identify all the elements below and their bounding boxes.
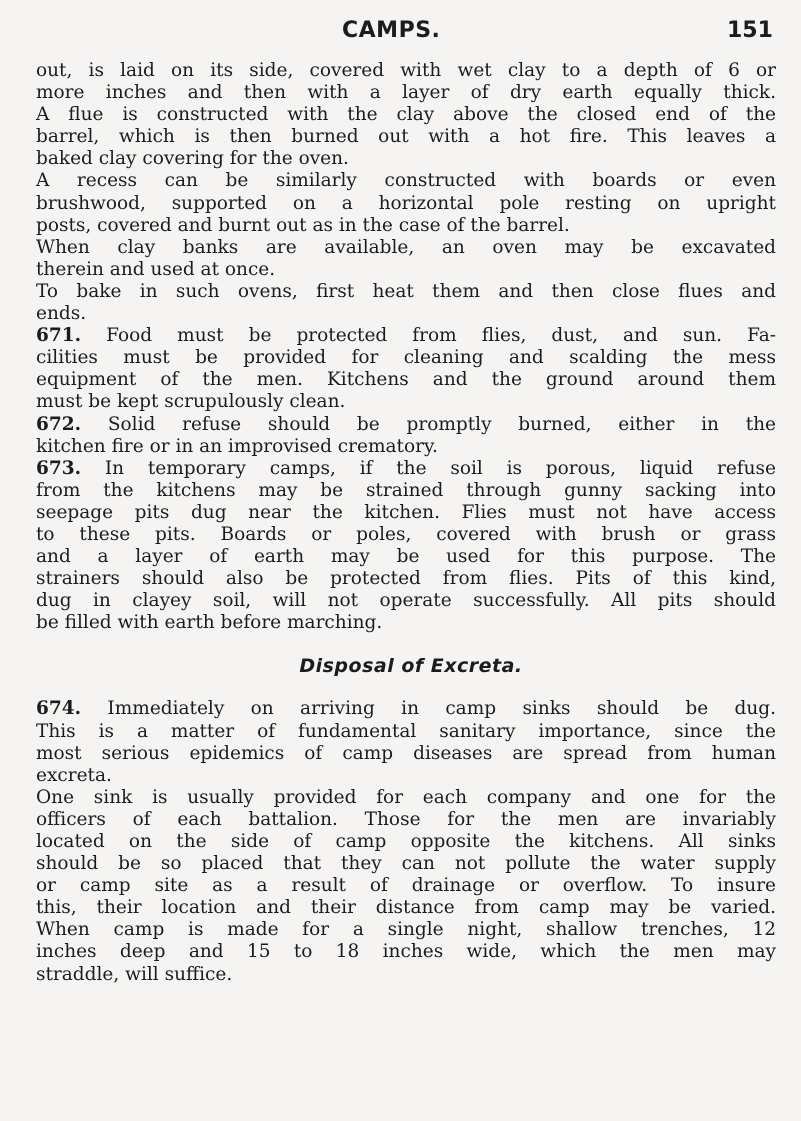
text-line: equipment of the men. Kitchens and the ground around them xyxy=(36,369,776,391)
text-line: to these pits. Boards or poles, covered with brush or grass xyxy=(36,523,776,545)
text-line: straddle, will suffice. xyxy=(36,963,233,985)
paragraph-number: 671. xyxy=(36,325,82,347)
text-line: located on the side of camp opposite the kitchens. All sinks xyxy=(36,831,776,852)
text-line: or camp site as a result of drainage or overflow. To insure xyxy=(36,875,776,897)
text-line: Food must be protected from flies, dust, and sun. Fa- xyxy=(106,325,776,347)
paragraph-674-first-line xyxy=(36,698,776,720)
body-text xyxy=(36,60,776,986)
text-line: kitchen fire or in an improvised crematory. xyxy=(36,435,438,457)
text-line: from the kitchens may be strained through gunny sacking into xyxy=(36,479,776,501)
spacer xyxy=(36,634,776,654)
text-line: barrel, which is then burned out with a hot fire. This leaves a xyxy=(36,126,776,148)
text-line: A flue is constructed with the clay above the closed end of the xyxy=(36,104,776,126)
spacer xyxy=(36,678,776,698)
paragraph-number: 673. xyxy=(36,457,82,479)
text-line: A recess can be similarly constructed with boards or even xyxy=(36,170,776,192)
text-line: most serious epidemics of camp diseases are spread from human xyxy=(36,742,776,764)
page-number: 151 xyxy=(727,18,773,43)
paragraph-number: 672. xyxy=(36,413,82,435)
paragraph-number: 674. xyxy=(36,698,82,720)
text-line: posts, covered and burnt out as in the case of the barrel. xyxy=(36,214,570,236)
chapter-title: CAMPS. xyxy=(342,18,441,43)
text-line: inches deep and 15 to 18 inches wide, which the men may xyxy=(36,941,776,963)
text-line: In temporary camps, if the soil is porous, liquid refuse xyxy=(104,457,776,479)
paragraph-671-first-line xyxy=(36,325,776,347)
text-line: out, is laid on its side, covered with wet clay to a depth of 6 or xyxy=(36,60,776,81)
text-line: baked clay covering for the oven. xyxy=(36,148,349,170)
text-line: Immediately on arriving in camp sinks should be dug. xyxy=(107,698,776,720)
text-line: This is a matter of fundamental sanitary importance, since the xyxy=(36,720,776,742)
text-line: Solid refuse should be promptly burned, either in the xyxy=(107,413,776,435)
text-line: dug in clayey soil, will not operate successfully. All pits should xyxy=(36,590,776,612)
text-line: To bake in such ovens, first heat them and then close flues and xyxy=(36,280,776,302)
text-line: and a layer of earth may be used for this purpose. The xyxy=(36,546,776,568)
text-line: excreta. xyxy=(36,764,112,786)
text-line: officers of each battalion. Those for the men are invariably xyxy=(36,808,776,830)
text-line: brushwood, supported on a horizontal pole resting on upright xyxy=(36,192,776,214)
text-line: ends. xyxy=(36,303,87,325)
text-line: When camp is made for a single night, shallow trenches, 12 xyxy=(36,919,776,941)
paragraph-673-first-line xyxy=(36,458,776,480)
text-line: more inches and then with a layer of dry earth equally thick. xyxy=(36,82,776,104)
text-line: cilities must be provided for cleaning and scalding the mess xyxy=(36,347,776,369)
text-line: must be kept scrupulously clean. xyxy=(36,391,346,413)
paragraph-672-first-line xyxy=(36,414,776,436)
text-line: this, their location and their distance from camp may be varied. xyxy=(36,897,776,919)
text-line: seepage pits dug near the kitchen. Flies must not have access xyxy=(36,501,776,523)
text-line: therein and used at once. xyxy=(36,258,276,280)
text-line: should be so placed that they can not pollute the water supply xyxy=(36,853,776,875)
text-line: strainers should also be protected from flies. Pits of this kind, xyxy=(36,568,776,590)
text-line: be filled with earth before marching. xyxy=(36,612,383,634)
text-line: One sink is usually provided for each company and one for the xyxy=(36,786,776,808)
section-heading: Disposal of Excreta. xyxy=(299,655,523,678)
text-line: When clay banks are available, an oven may be excavated xyxy=(36,236,776,258)
running-head xyxy=(0,18,801,48)
